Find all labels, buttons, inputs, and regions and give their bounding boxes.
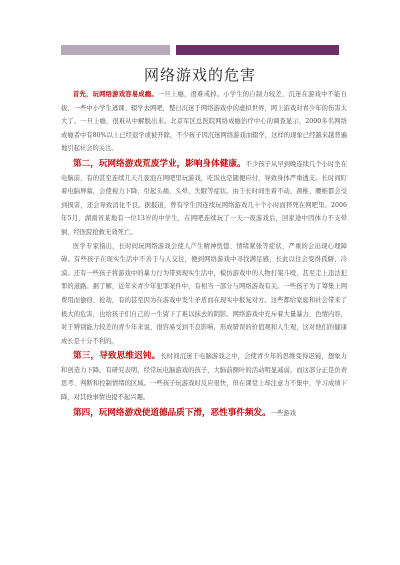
paragraph-text: 医学专家指出，长时间玩网络游戏会使人产生精神恍惚、情绪紧张等症状，严重的会出现心理障碍。有些孩子在现实生活中不善于与人交往，便到网络游戏中寻找满足感，长此以往会变得孤僻、冷漠。还有一些孩子将游戏中的暴力行为带到现实生活中，模仿游戏中的人物打架斗殴，甚至走上违法犯罪的道路。据了解，近年来青少年犯罪案件中，有相当一部分与网络游戏有关。一些孩子为了筹集上网费用而偷窃、抢劫，有的甚至因为在游戏中发生矛盾而在现实中报复对方。这些都给家庭和社会带来了极大的危害，也给孩子们自己的一生留下了难以抹去的阴影。网络游戏中充斥着大量暴力、色情内容，对于辨别能力较差的青少年来说，很容易受到不良影响，形成错误的价值观和人生观，这对他们的健康成长是十分不利的。 <box>61 242 347 345</box>
paragraph-text: 一旦上瘾，很难戒掉。小学生的自制力较差，沉迷在游戏中不能自拔，一些中小学生逃课、辍学去网吧，整日沉迷于网络游戏中的虚拟世界，网上游戏对青少年的伤害太大了。一旦上瘾，很难从中解脱出来。北京军区总医院网络成瘾治疗中心的调查显示，2000多名网络成瘾者中有80%以上已经退学或被开除，不少孩子因沉迷网络游戏而辍学，这样的现象已经越来越普遍地引起社会的关注。 <box>61 91 348 153</box>
point-heading-addiction: 首先，玩网络游戏容易成瘾。 <box>73 91 158 98</box>
bar-segment <box>115 45 169 55</box>
point-heading-thinking: 第三，导致思维迟钝。 <box>73 351 161 362</box>
bar-segment <box>230 45 284 55</box>
paragraph-text: 不少孩子从早到晚连续几个小时坐在电脑前，有的甚至连续几天几夜泡在网吧里玩游戏，吃饭也是随便应付，导致身体严重透支。长时间盯着电脑屏幕，会使视力下降，引起头痛、头晕、失眠等症状。由于长时间坐着不动，颈椎、腰椎都会受到损害，还会导致消化不良。据报道，曾有学生因连续玩网络游戏几十个小时而猝死在网吧里。2006年5月，湖南省某地有一位13岁的中学生，在网吧连续玩了一天一夜游戏后，回家途中因体力不支晕倒，经医院抢救无效死亡。 <box>61 160 347 236</box>
document-title: 网络游戏的危害 <box>143 66 256 84</box>
bar-segment <box>61 45 115 55</box>
bar-segment <box>176 45 230 55</box>
paragraph-text: 一些游戏 <box>270 409 296 417</box>
bar-segment <box>285 45 339 55</box>
paragraph-psychology <box>61 240 347 349</box>
point-heading-health: 第二，玩网络游戏荒废学业，影响身体健康。 <box>73 158 246 169</box>
paragraph-morality <box>61 407 347 421</box>
point-heading-morality: 第四，玩网络游戏使道德品质下滑，恶性事件频发。 <box>73 407 271 418</box>
paragraph-health <box>61 158 347 240</box>
header-decoration-bar <box>61 45 339 55</box>
document-body <box>61 88 347 420</box>
paragraph-thinking <box>61 350 347 404</box>
paragraph-text: 长时间沉迷于电脑游戏之中，会使青少年的思维变得迟钝，想象力和创造力下降。有研究表明，经常玩电脑游戏的孩子，大脑前额叶的活动明显减弱，而这部分正是负责思考、判断和控制情绪的区域。一些孩子玩游戏时反应很快，但在课堂上却注意力不集中，学习成绩下降，对其他事情也提不起兴趣。 <box>61 353 347 402</box>
paragraph-addiction <box>61 88 347 156</box>
